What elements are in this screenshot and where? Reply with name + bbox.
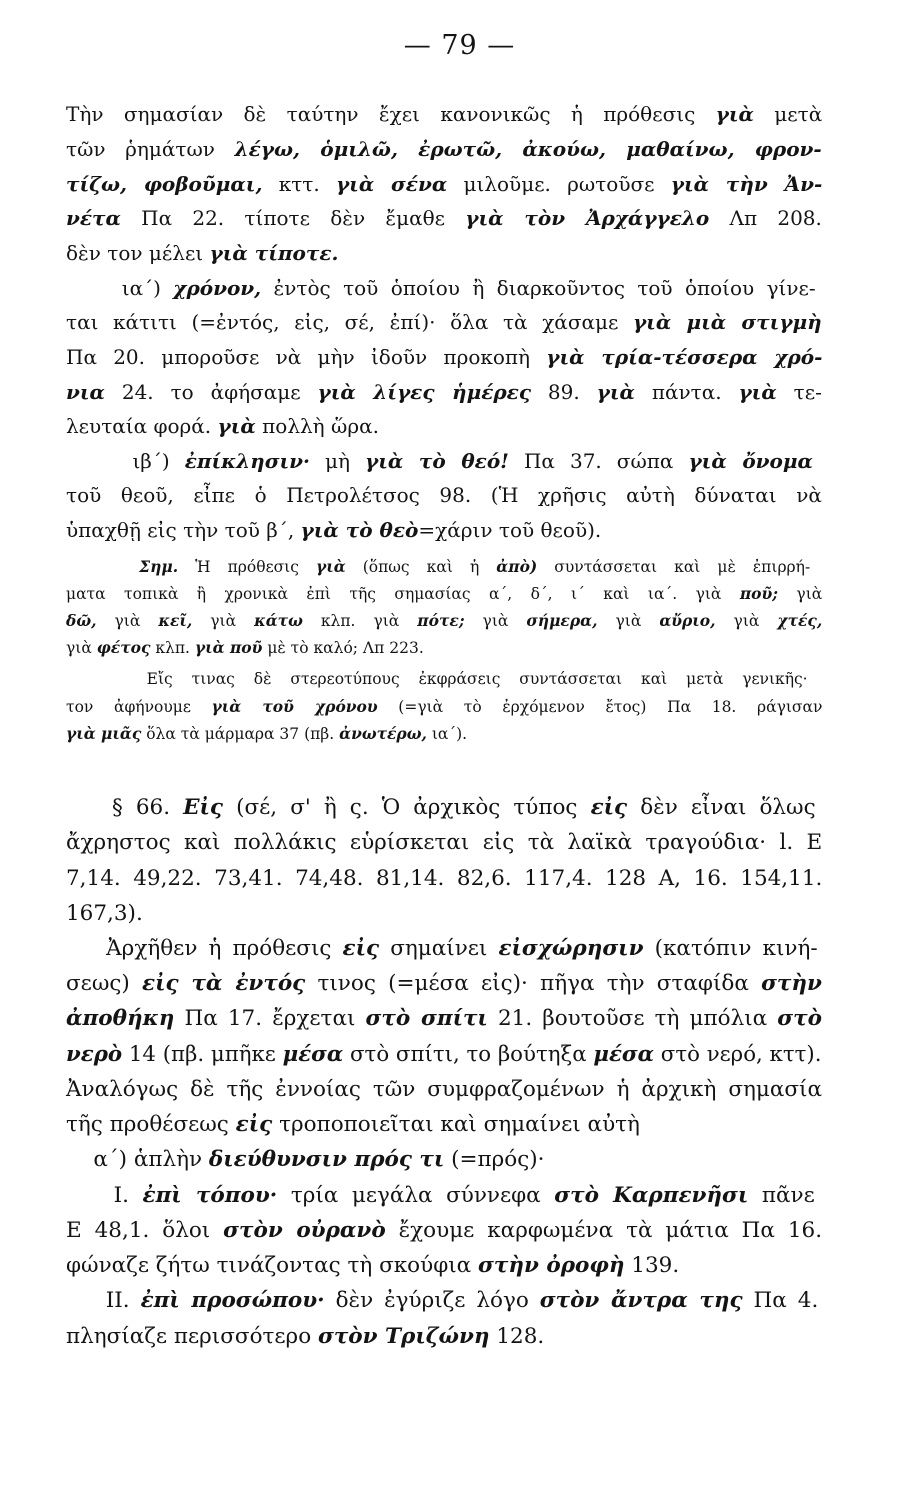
text-run: τοῦ θεοῦ, εἶπε ὁ Πετρολέτσος 98. (Ἡ χρῆσις αὐτὴ δύναται νὰ (66, 483, 822, 507)
text-run: γιὰ (715, 612, 778, 630)
text-run: κλπ. (150, 639, 195, 657)
text-run: Πα 4. (742, 1288, 819, 1313)
emphasized-term: γιὰ τὴν Ἀν- (670, 172, 823, 196)
text-run: πολλὴ ὥρα. (255, 414, 379, 438)
text-run: (=πρός)· (444, 1147, 545, 1172)
text-run: φώναζε ζήτω τινάζοντας τὴ σκούφια (66, 1253, 479, 1278)
text-run: ματα τοπικὰ ἢ χρονικὰ ἐπὶ τῆς σημασίας α΄, δ΄, ι΄ καὶ ια΄. γιὰ (66, 585, 740, 603)
emphasized-term: τίζω, φοβοῦμαι, (66, 172, 263, 196)
emphasized-term: κάτω (254, 611, 303, 630)
text-run: πᾶνε (748, 1183, 815, 1208)
text-run: 128. (489, 1324, 545, 1349)
emphasized-term: διεύθυνσιν πρός τι (208, 1147, 445, 1172)
emphasized-term: εἰς (342, 936, 380, 961)
emphasized-term: Σημ. (139, 557, 179, 576)
text-run: Λπ 208. (709, 206, 822, 230)
text-run: (=γιὰ τὸ ἐρχόμενον ἔτος) Πα 18. ράγισαν (377, 698, 823, 716)
emphasized-term: εἰς τὰ ἐντός (142, 971, 306, 996)
text-line (66, 1220, 822, 1242)
note-line (66, 586, 822, 603)
emphasized-term: ἀνωτέρω, (339, 724, 427, 743)
emphasized-term: νερὸ (66, 1042, 123, 1067)
text-run: ΙΙ. (66, 1288, 141, 1313)
emphasized-term: νέτα (66, 206, 121, 230)
text-line (66, 868, 822, 890)
text-line (66, 1149, 545, 1171)
emphasized-term: γιὰ τὸν Ἀρχάγγελο (465, 206, 710, 230)
note-line (66, 699, 822, 716)
text-run: Εἴς τινας δὲ στερεοτύπους ἐκφράσεις συντάσσεται καὶ μετὰ γενικῆς· (66, 670, 808, 688)
emphasized-term: στὸ σπίτι (365, 1006, 488, 1031)
text-run: λευταία φορά. (66, 414, 218, 438)
emphasized-term: ἐπίκλησιν· (184, 449, 310, 473)
text-run: =χάριν τοῦ θεοῦ). (418, 518, 602, 542)
text-run: γιὰ (66, 639, 97, 657)
emphasized-term: γιὰ τοῦ χρόνου (211, 697, 378, 716)
text-run: ια΄). (426, 725, 468, 743)
emphasized-term: γιὰ (715, 102, 754, 126)
text-line (66, 903, 143, 925)
text-run: Τὴν σημασίαν δὲ ταύτην ἔχει κανονικῶς ἡ πρόθεσις (66, 102, 716, 126)
text-run: δὲν ἐγύριζε λόγο (324, 1288, 540, 1313)
text-line (66, 1114, 640, 1136)
text-run: μὲ τὸ καλό; Λπ 223. (262, 639, 424, 657)
text-run: τε- (776, 380, 822, 404)
text-run: σεως) (66, 971, 143, 996)
emphasized-term: στὸν Τριζώνη (317, 1324, 490, 1349)
text-line (66, 1079, 822, 1101)
text-run: γιὰ (96, 612, 159, 630)
text-run: τῆς προθέσεως (66, 1112, 236, 1137)
text-run: Πα 17. ἔρχεται (174, 1006, 366, 1031)
emphasized-term: δῶ, (66, 611, 97, 630)
text-run: τῶν ῥημάτων (66, 137, 235, 161)
note-line (66, 559, 810, 576)
text-run: ια΄) (66, 276, 174, 300)
emphasized-term: ἀπὸ) (496, 557, 538, 576)
emphasized-term: γιὰ τίποτε. (209, 241, 339, 265)
text-run: πλησίαζε περισσότερο (66, 1324, 318, 1349)
emphasized-term: στὸν ἄντρα της (539, 1288, 743, 1313)
text-line (66, 416, 379, 436)
text-run: Πα 20. μποροῦσε νὰ μὴν ἰδοῦν προκοπὴ (66, 345, 547, 369)
text-run: μιλοῦμε. ρωτοῦσε (447, 172, 671, 196)
text-run: μετὰ (753, 102, 823, 126)
text-line (66, 278, 816, 298)
text-run: γιὰ (597, 612, 660, 630)
text-line (66, 174, 822, 194)
note-line (66, 672, 808, 688)
emphasized-term: κεῖ, (158, 611, 193, 630)
text-run: ιβ΄) (66, 449, 185, 473)
text-run: δὲν εἶναι ὅλως (627, 795, 816, 820)
text-run: α΄) ἁπλὴν (66, 1147, 209, 1172)
text-run: σημαίνει (379, 936, 499, 961)
text-run: (κατόπιν κινή- (643, 936, 818, 961)
emphasized-term: στὸ (777, 1006, 822, 1031)
text-line (66, 1008, 822, 1030)
emphasized-term: ἐπὶ τόπου· (142, 1183, 278, 1208)
emphasized-term: γιὰ μιὰ στιγμὴ (632, 310, 822, 334)
emphasized-term: χρόνον, (173, 276, 262, 300)
text-run: τρία μεγάλα σύννεφα (277, 1183, 555, 1208)
text-line (66, 139, 822, 159)
text-line (66, 938, 818, 960)
text-run: (ὅπως καὶ ἡ (345, 558, 497, 576)
text-run: μὴ (309, 449, 366, 473)
text-run: γιὰ (778, 585, 823, 603)
text-run: Ἀναλόγως δὲ τῆς ἐννοίας τῶν συμφραζομένων ἡ ἀρχικὴ σημασία (66, 1077, 822, 1102)
emphasized-term: γιὰ (217, 414, 256, 438)
text-run: τινος (=μέσα εἰς)· πῆγα τὴν σταφίδα (305, 971, 762, 996)
emphasized-term: στὸ Καρπενῆσι (554, 1183, 749, 1208)
text-run: στὸ νερό, κττ). (654, 1042, 822, 1067)
note-line (66, 726, 467, 743)
text-line (66, 485, 822, 505)
text-line (66, 1044, 822, 1065)
text-run: 14 (πβ. μπῆκε (122, 1042, 283, 1067)
text-line (66, 312, 822, 332)
emphasized-term: γιὰ ποῦ (194, 638, 263, 657)
emphasized-term: ἀποθήκη (66, 1006, 175, 1031)
text-run: 89. (531, 380, 597, 404)
text-run: τροποποιεῖται καὶ σημαίνει αὐτὴ (272, 1112, 640, 1137)
text-run (66, 558, 139, 576)
text-run: γιὰ (464, 612, 527, 630)
text-run: τον ἀφήνουμε (66, 698, 212, 716)
text-run: δὲν τον μέλει (66, 241, 210, 265)
emphasized-term: εἰς (235, 1112, 273, 1137)
emphasized-term: στὸν οὐρανὸ (223, 1218, 386, 1243)
text-run: πάντα. (634, 380, 739, 404)
emphasized-term: γιὰ (738, 380, 777, 404)
emphasized-term: μέσα (593, 1042, 655, 1067)
text-line (66, 1255, 679, 1277)
emphasized-term: στὴν ὀροφὴ (478, 1253, 625, 1278)
emphasized-term: φέτος (96, 638, 151, 657)
text-run: Ἀρχῆθεν ἡ πρόθεσις (66, 936, 343, 961)
emphasized-term: γιὰ τὸ θεὸ (300, 518, 419, 542)
text-run: Ι. (66, 1183, 143, 1208)
text-run: ἐντὸς τοῦ ὁποίου ἢ διαρκοῦντος τοῦ ὁποίου γίνε- (261, 276, 816, 300)
text-run: Πα 22. τίποτε δὲν ἔμαθε (120, 206, 466, 230)
text-line (66, 1326, 544, 1348)
text-run: Ε 48,1. ὅλοι (66, 1218, 224, 1243)
text-line (66, 832, 822, 854)
text-line (66, 347, 822, 367)
text-run: ὅλα τὰ μάρμαρα 37 (πβ. (141, 725, 340, 743)
text-run: κλπ. γιὰ (302, 612, 418, 630)
text-line (66, 1290, 818, 1312)
emphasized-term: ποῦ; (739, 584, 778, 603)
emphasized-term: Εἰς (183, 795, 224, 820)
text-run: κττ. (262, 172, 336, 196)
text-run: ὑπαχθῇ εἰς τὴν τοῦ β΄, (66, 518, 301, 542)
text-run: (σέ, σ' ἢ ς. Ὁ ἀρχικὸς τύπος (223, 795, 591, 820)
text-run: 167,3). (66, 901, 143, 926)
text-run: § 66. (66, 795, 184, 820)
emphasized-term: γιὰ σένα (335, 172, 448, 196)
text-line (66, 1185, 815, 1207)
text-run: συντάσσεται καὶ μὲ ἐπιρρή- (537, 558, 811, 576)
emphasized-term: γιὰ τὸ θεό! (365, 449, 509, 473)
emphasized-term: γιὰ λίγες ἡμέρες (317, 380, 532, 404)
text-line (66, 520, 601, 540)
emphasized-term: νια (66, 380, 105, 404)
note-line (66, 613, 822, 630)
text-run: Ἡ πρόθεσις (178, 558, 316, 576)
text-line (66, 104, 822, 124)
emphasized-term: χτές, (777, 611, 823, 630)
note-line (66, 640, 424, 657)
emphasized-term: γιὰ μιᾶς (66, 724, 142, 743)
emphasized-term: στὴν (761, 971, 822, 996)
text-run: γιὰ (192, 612, 255, 630)
text-run: 139. (624, 1253, 680, 1278)
emphasized-term: πότε; (417, 611, 465, 630)
text-run: 21. βουτοῦσε τὴ μπόλια (487, 1006, 778, 1031)
emphasized-term: λέγω, ὁμιλῶ, ἐρωτῶ, ἀκούω, μαθαίνω, φρον- (234, 137, 822, 161)
text-run: ἄχρηστος καὶ πολλάκις εὑρίσκεται εἰς τὰ λαϊκὰ τραγούδια· l. Ε (66, 830, 823, 855)
emphasized-term: εἰσχώρησιν (498, 936, 644, 961)
emphasized-term: γιὰ ὄνομα (688, 449, 813, 473)
emphasized-term: ἐπὶ προσώπου· (140, 1288, 325, 1313)
text-run: Πα 37. σώπα (508, 449, 689, 473)
text-run: ται κάτιτι (=ἐντός, εἰς, σέ, ἐπί)· ὅλα τὰ χάσαμε (66, 310, 633, 334)
emphasized-term: εἰς (590, 795, 628, 820)
text-line (66, 243, 338, 263)
text-line (66, 451, 813, 471)
text-line (66, 973, 822, 995)
emphasized-term: αὔριο, (659, 611, 716, 630)
emphasized-term: γιὰ τρία-τέσσερα χρό- (546, 345, 823, 369)
text-line (66, 208, 822, 228)
text-run: ἔχουμε καρφωμένα τὰ μάτια Πα 16. (385, 1218, 823, 1243)
emphasized-term: σήμερα, (526, 611, 598, 630)
emphasized-term: γιὰ (596, 380, 635, 404)
text-run: στὸ σπίτι, το βούτηξα (343, 1042, 594, 1067)
text-run: 7,14. 49,22. 73,41. 74,48. 81,14. 82,6. 117,4. 128 Α, 16. 154,11. (66, 866, 823, 891)
text-line (66, 797, 816, 819)
text-run: 24. το ἀφήσαμε (104, 380, 318, 404)
emphasized-term: γιὰ (316, 557, 346, 576)
page-number: — 79 — (403, 30, 516, 61)
emphasized-term: μέσα (282, 1042, 344, 1067)
text-line (66, 382, 822, 402)
